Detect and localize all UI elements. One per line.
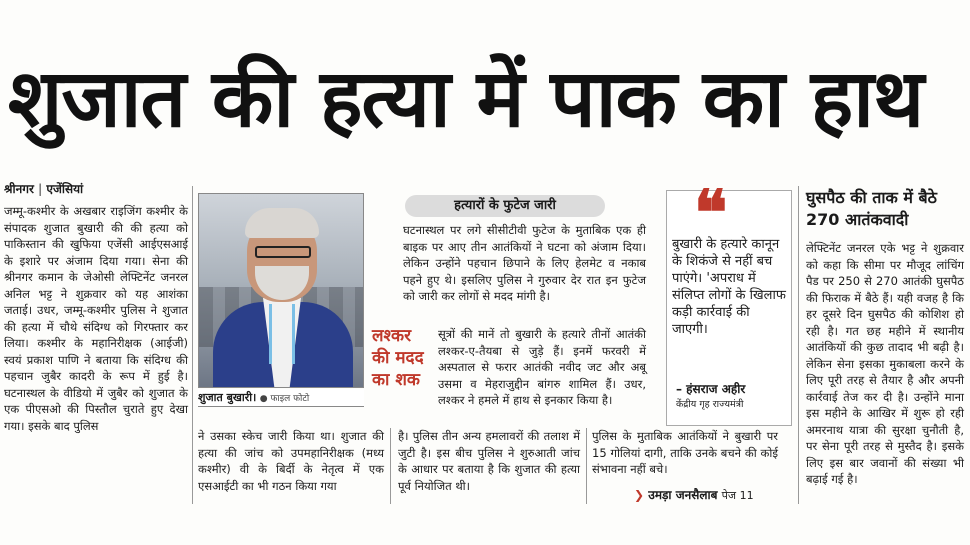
photo-caption <box>198 389 364 407</box>
quote-author: – हंसराज अहीर <box>676 382 746 396</box>
column-divider <box>390 428 391 504</box>
continued-link[interactable] <box>634 486 754 503</box>
quote-text: बुखारी के हत्यारे कानून के शिकंजे से नहीं बच पाएंगे। 'अपराध में संलिप्त लोगों के खिलाफ कड़ी कार्रवाई की जाएगी। <box>672 237 786 337</box>
dateline-separator: | <box>37 182 43 196</box>
column-divider <box>798 186 799 504</box>
infiltration-text: लेफ्टिनेंट जनरल एके भट्ट ने शुक्रवार को कहा कि सीमा पर मौजूद लांचिंग पैड पर 250 से 270 आतंकी घुसपैठ की फिराक में बैठे हैं। यही वजह है कि हर दूसरे दिन घुसपैठ की कोशिश हो रही है। गत छह महीने में स्थानीय आतंकियों की कुछ तादाद भी बढ़ी है। लेकिन सेना इसका मुकाबला करने के लिए पूरी तरह से तैयार है और अपनी कार्रवाई तेज कर दी है। उन्होंने माना इस महीने के आखिर में शुरू हो रही अमरनाथ यात्रा की सुरक्षा चुनौती है, पर सेना पूरी तरह से मुस्तैद है। इसके लिए इस बार जवानों की संख्या भी बढ़ाई गई है। <box>806 241 964 486</box>
portrait-photo <box>198 193 364 388</box>
infiltration-heading: घुसपैठ की ताक में बैठे 270 आतंकवादी <box>806 188 937 229</box>
footage-heading: हत्यारों के फुटेज जारी <box>405 195 605 217</box>
column-divider <box>586 428 587 504</box>
quote-mark-icon: ❝ <box>694 176 728 249</box>
continued-page: पेज 11 <box>721 489 754 502</box>
quote-author-role: केंद्रीय गृह राज्यमंत्री <box>676 399 744 410</box>
main-story-text: जम्मू-कश्मीर के अखबार राइजिंग कश्मीर के संपादक शुजात बुखारी की की हत्या को पाकिस्तान की खुफिया एजेंसी आईएसआई के इशारे पर अंजाम दिया गया। सेना की श्रीनगर कमान के जेओसी लेफ्टिनेंट जनरल अनिल भट्ट ने शुक्रवार को यह आशंका जताई। उधर, जम्मू-कश्मीर पुलिस ने शुजात की हत्या में चौथे संदिग्ध को गिरफ्तार कर लिया। कश्मीर के महानिरीक्षक (आईजी) स्वयं प्रकाश पाणि ने बताया कि संदिग्ध की पहचान जुबैर कादरी के रूप में हुई है। घटनास्थल के वीडियो में जुबैर को शुजात के एक पीएसओ की पिस्तौल चुराते हुए देखा गया। इसके बाद पुलिस <box>4 204 188 433</box>
bottom-column-3: पुलिस के मुताबिक आतंकियों ने बुखारी पर 15 गोलियां दागी, ताकि उनके बचने की कोई संभावना नहीं बचे। <box>592 429 778 476</box>
continued-label: उमड़ा जनसैलाब <box>648 488 718 502</box>
photo-caption-name: शुजात बुखारी। <box>198 391 257 404</box>
lashkar-text: सूत्रों की मानें तो बुखारी के हत्यारे तीनों आतंकी लश्कर-ए-तैयबा से जुड़े हैं। इनमें फरवरी में अस्पताल से फरार आतंकी नवीद जट और अबू उसमा व मेहराजुद्दीन बांगरु शामिल हैं। उधर, लश्कर ने हमले में हाथ से इनकार किया है। <box>438 327 646 407</box>
dateline-agency: एजेंसियां <box>46 182 84 196</box>
column-divider <box>192 186 193 504</box>
dateline <box>4 180 83 197</box>
dateline-place: श्रीनगर <box>4 182 34 196</box>
bottom-column-1: ने उसका स्केच जारी किया था। शुजात की हत्या की जांच को उपमहानिरीक्षक (मध्य कश्मीर) वी के बिर्दी के नेतृत्व में एक एसआईटी का भी गठन किया गया <box>198 429 384 493</box>
photo-credit: ● फाइल फोटो <box>259 394 310 404</box>
headline: शुजात की हत्या में पाक का हाथ <box>8 52 924 145</box>
bottom-column-2: है। पुलिस तीन अन्य हमलावरों की तलाश में जुटी है। इस बीच पुलिस ने शुरुआती जांच के आधार पर बताया है कि शुजात की हत्या पूर्व नियोजित थी। <box>398 429 580 493</box>
footage-text: घटनास्थल पर लगे सीसीटीवी फुटेज के मुताबिक एक ही बाइक पर आए तीन आतंकियों ने घटना को अंजाम दिया। लेकिन उन्होंने पहचान छिपाने के लिए हेलमेट व नकाब पहने हुए थे। इसलिए पुलिस ने गुरुवार देर रात इन फुटेज को जारी कर लोगों से मदद मांगी है। <box>403 223 646 303</box>
chevron-right-icon: ❯ <box>634 488 645 502</box>
lashkar-heading: लश्कर की मदद का शक <box>372 326 424 390</box>
